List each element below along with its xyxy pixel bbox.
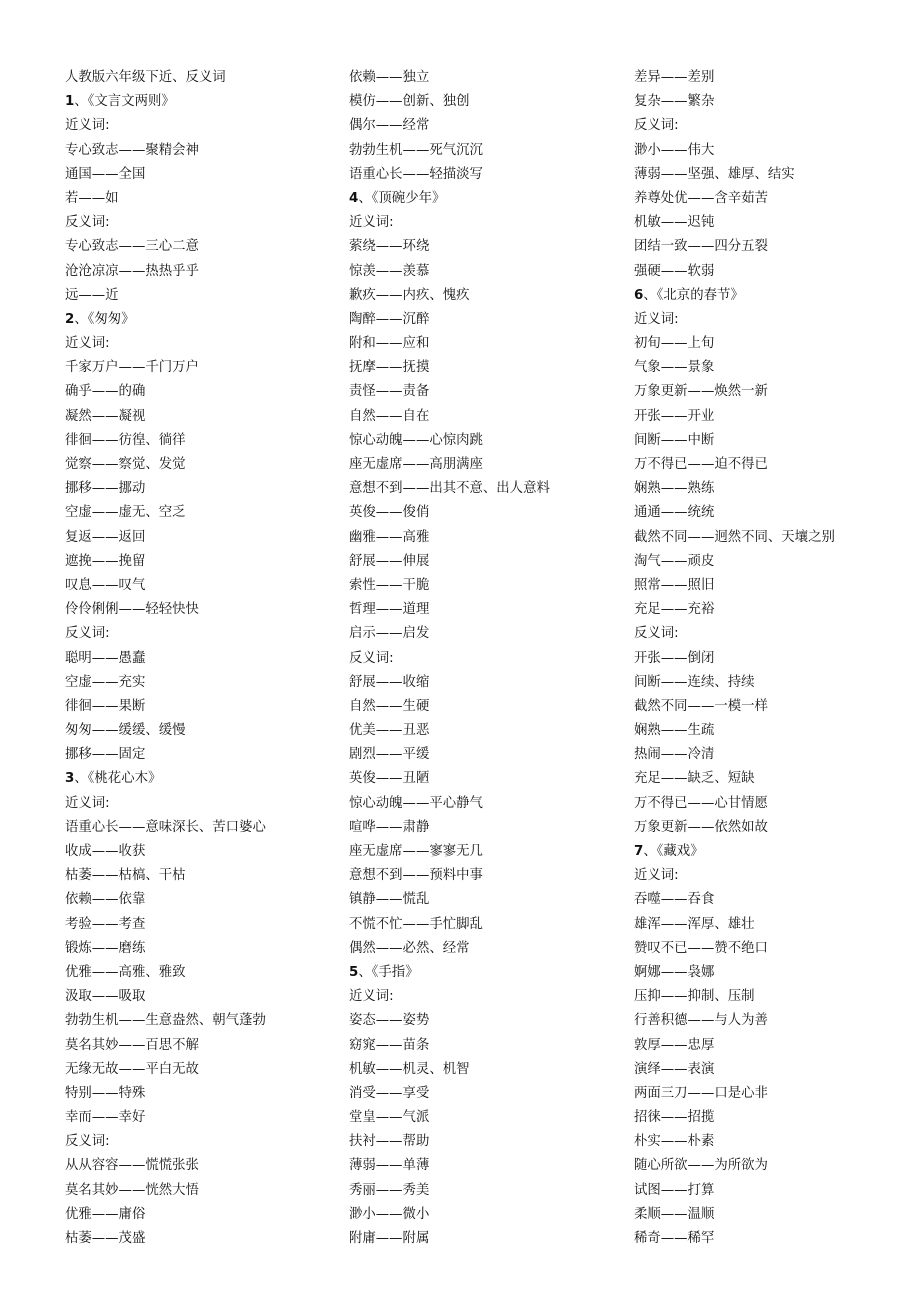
- word-pair: 徘徊——彷徨、徜徉: [65, 432, 186, 448]
- word-pair: 渺小——伟大: [634, 142, 715, 158]
- lesson-number: 6: [634, 287, 644, 303]
- word-pair: 堂皇——气派: [349, 1110, 430, 1126]
- word-pair: 责怪——责备: [349, 384, 430, 400]
- word-pair: 镇静——慌乱: [349, 892, 430, 908]
- word-pair: 英俊——丑陋: [349, 771, 430, 787]
- word-pair: 依赖——独立: [349, 70, 430, 85]
- word-pair: 专心致志——聚精会神: [65, 142, 199, 158]
- word-pair: 特别——特殊: [65, 1085, 146, 1101]
- word-pair: 机敏——迟钝: [634, 215, 715, 231]
- word-pair: 哲理——道理: [349, 602, 430, 618]
- word-pair: 聪明——愚蠢: [65, 650, 146, 666]
- word-pair: 莫名其妙——恍然大悟: [65, 1182, 199, 1198]
- word-pair: 薄弱——坚强、雄厚、结实: [634, 166, 795, 182]
- word-pair: 娴熟——生疏: [634, 723, 715, 739]
- word-pair: 万象更新——依然如故: [634, 819, 768, 835]
- word-pair: 幽雅——高雅: [349, 529, 430, 545]
- column-3: [634, 66, 914, 1251]
- word-pair: 若——如: [65, 190, 119, 206]
- lesson-title: 、《文言文两则》: [74, 94, 175, 110]
- word-pair: 舒展——伸展: [349, 553, 430, 569]
- word-pair: 养尊处优——含辛茹苦: [634, 190, 768, 206]
- word-pair: 座无虚席——寥寥无几: [349, 844, 483, 859]
- lesson-heading: [634, 284, 914, 308]
- lesson-heading: [349, 187, 619, 211]
- lesson-heading: [65, 90, 335, 114]
- word-pair: 考验——考查: [65, 916, 146, 932]
- word-pair: 两面三刀——口是心非: [634, 1085, 768, 1101]
- word-pair: 偶尔——经常: [349, 118, 430, 134]
- lesson-number: 3: [65, 771, 75, 787]
- word-pair: 柔顺——温顺: [634, 1206, 715, 1222]
- section-label: 反义词:: [634, 626, 679, 642]
- word-pair: 不慌不忙——手忙脚乱: [349, 916, 483, 932]
- word-pair: 匆匆——缓缓、缓慢: [65, 723, 186, 739]
- word-pair: 徘徊——果断: [65, 698, 146, 714]
- word-pair: 勃勃生机——生意盎然、朝气蓬勃: [65, 1013, 266, 1029]
- word-pair: 充足——缺乏、短缺: [634, 771, 755, 787]
- word-pair: 优雅——高雅、雅致: [65, 964, 186, 980]
- word-pair: 附庸——附属: [349, 1231, 430, 1246]
- word-pair: 从从容容——慌慌张张: [65, 1158, 199, 1174]
- word-pair: 间断——中断: [634, 432, 715, 448]
- word-pair: 抚摩——抚摸: [349, 360, 430, 376]
- word-pair: 淘气——顽皮: [634, 553, 715, 569]
- lesson-title: 、《藏戏》: [643, 844, 704, 859]
- word-pair: 歉疚——内疚、愧疚: [349, 287, 470, 303]
- word-pair: 英俊——俊俏: [349, 505, 430, 521]
- section-label: 近义词:: [349, 215, 394, 231]
- word-pair: 陶醉——沉醉: [349, 311, 430, 327]
- word-pair: 惊心动魄——平心静气: [349, 795, 483, 811]
- word-pair: 偶然——必然、经常: [349, 940, 470, 956]
- word-pair: 差异——差别: [634, 70, 715, 85]
- word-pair: 伶伶俐俐——轻轻快快: [65, 602, 199, 618]
- word-pair: 窈窕——苗条: [349, 1037, 430, 1053]
- lesson-title: 、《顶碗少年》: [358, 190, 446, 206]
- word-pair: 遮挽——挽留: [65, 553, 146, 569]
- lesson-title: 、《匆匆》: [74, 311, 135, 327]
- word-pair: 敦厚——忠厚: [634, 1037, 715, 1053]
- word-pair: 确乎——的确: [65, 384, 146, 400]
- lesson-heading: [65, 767, 335, 791]
- lesson-title: 、《手指》: [358, 964, 419, 980]
- word-pair: 语重心长——意味深长、苦口婆心: [65, 819, 266, 835]
- word-pair: 专心致志——三心二意: [65, 239, 199, 255]
- lesson-title: 、《北京的春节》: [643, 287, 744, 303]
- word-pair: 团结一致——四分五裂: [634, 239, 768, 255]
- word-pair: 自然——生硬: [349, 698, 430, 714]
- section-label: 反义词:: [634, 118, 679, 134]
- lesson-heading: [65, 308, 335, 332]
- lesson-heading: [349, 961, 619, 985]
- word-pair: 通通——统统: [634, 505, 715, 521]
- section-label: 近义词:: [65, 336, 110, 352]
- word-pair: 幸而——幸好: [65, 1110, 146, 1126]
- word-pair: 剧烈——平缓: [349, 747, 430, 763]
- word-pair: 间断——连续、持续: [634, 674, 755, 690]
- word-pair: 娴熟——熟练: [634, 481, 715, 497]
- word-pair: 开张——开业: [634, 408, 715, 424]
- word-pair: 依赖——依靠: [65, 892, 146, 908]
- word-pair: 婀娜——袅娜: [634, 964, 715, 980]
- word-pair: 惊羡——羡慕: [349, 263, 430, 279]
- word-pair: 随心所欲——为所欲为: [634, 1158, 768, 1174]
- section-label: 近义词:: [65, 118, 110, 134]
- word-pair: 优美——丑恶: [349, 723, 430, 739]
- word-pair: 行善积德——与人为善: [634, 1013, 768, 1029]
- section-label: 近义词:: [65, 795, 110, 811]
- word-pair: 开张——倒闭: [634, 650, 715, 666]
- word-pair: 渺小——微小: [349, 1206, 430, 1222]
- word-pair: 通国——全国: [65, 166, 146, 182]
- word-pair: 万不得已——迫不得已: [634, 457, 768, 472]
- word-pair: 复杂——繁杂: [634, 94, 715, 110]
- word-pair: 万象更新——焕然一新: [634, 384, 768, 400]
- word-pair: 附和——应和: [349, 336, 430, 352]
- document-title: 人教版六年级下近、反义词: [65, 70, 226, 85]
- word-pair: 朴实——朴素: [634, 1134, 715, 1150]
- word-pair: 自然——自在: [349, 408, 430, 424]
- word-pair: 薄弱——单薄: [349, 1158, 430, 1174]
- lesson-number: 7: [634, 844, 644, 859]
- lesson-heading: [634, 840, 914, 864]
- column-2: [349, 66, 619, 1251]
- word-pair: 空虚——充实: [65, 674, 146, 690]
- section-label: 反义词:: [65, 626, 110, 642]
- word-pair: 气象——景象: [634, 360, 715, 376]
- word-pair: 初旬——上旬: [634, 336, 715, 352]
- word-pair: 照常——照旧: [634, 577, 715, 593]
- word-pair: 意想不到——出其不意、出人意料: [349, 481, 550, 497]
- word-pair: 莫名其妙——百思不解: [65, 1037, 199, 1053]
- word-pair: 枯萎——茂盛: [65, 1231, 146, 1246]
- word-pair: 消受——享受: [349, 1085, 430, 1101]
- word-pair: 启示——启发: [349, 626, 430, 642]
- word-pair: 压抑——抑制、压制: [634, 989, 755, 1005]
- word-pair: 热闹——冷清: [634, 747, 715, 763]
- section-label: 近义词:: [349, 989, 394, 1005]
- word-pair: 喧哗——肃静: [349, 819, 430, 835]
- word-pair: 雄浑——浑厚、雄壮: [634, 916, 755, 932]
- lesson-number: 4: [349, 190, 359, 206]
- word-pair: 凝然——凝视: [65, 408, 146, 424]
- word-pair: 萦绕——环绕: [349, 239, 430, 255]
- word-pair: 收成——收获: [65, 844, 146, 859]
- lesson-title: 、《桃花心木》: [74, 771, 162, 787]
- word-pair: 意想不到——预料中事: [349, 868, 483, 884]
- word-pair: 汲取——吸取: [65, 989, 146, 1005]
- word-pair: 锻炼——磨练: [65, 940, 146, 956]
- word-pair: 叹息——叹气: [65, 577, 146, 593]
- word-pair: 空虚——虚无、空乏: [65, 505, 186, 521]
- lesson-number: 2: [65, 311, 75, 327]
- word-pair: 吞噬——吞食: [634, 892, 715, 908]
- word-pair: 机敏——机灵、机智: [349, 1061, 470, 1077]
- section-label: 近义词:: [634, 311, 679, 327]
- word-pair: 座无虚席——高朋满座: [349, 457, 483, 472]
- word-pair: 挪移——固定: [65, 747, 146, 763]
- word-pair: 舒展——收缩: [349, 674, 430, 690]
- word-pair: 姿态——姿势: [349, 1013, 430, 1029]
- column-1: [65, 66, 335, 1251]
- word-pair: 秀丽——秀美: [349, 1182, 430, 1198]
- word-pair: 远——近: [65, 287, 119, 303]
- word-pair: 截然不同——一模一样: [634, 698, 768, 714]
- word-pair: 挪移——挪动: [65, 481, 146, 497]
- word-pair: 扶衬——帮助: [349, 1134, 430, 1150]
- word-pair: 语重心长——轻描淡写: [349, 166, 483, 182]
- word-pair: 试图——打算: [634, 1182, 715, 1198]
- section-label: 反义词:: [349, 650, 394, 666]
- word-pair: 优雅——庸俗: [65, 1206, 146, 1222]
- word-pair: 招徕——招揽: [634, 1110, 715, 1126]
- word-pair: 稀奇——稀罕: [634, 1231, 715, 1246]
- word-pair: 强硬——软弱: [634, 263, 715, 279]
- word-pair: 充足——充裕: [634, 602, 715, 618]
- word-pair: 千家万户——千门万户: [65, 360, 199, 376]
- word-pair: 演绎——表演: [634, 1061, 715, 1077]
- lesson-number: 1: [65, 94, 75, 110]
- word-pair: 模仿——创新、独创: [349, 94, 470, 110]
- section-label: 反义词:: [65, 1134, 110, 1150]
- word-pair: 截然不同——迥然不同、天壤之别: [634, 529, 835, 545]
- word-pair: 索性——干脆: [349, 577, 430, 593]
- word-pair: 枯萎——枯槁、干枯: [65, 868, 186, 884]
- word-pair: 觉察——察觉、发觉: [65, 457, 186, 472]
- word-pair: 万不得已——心甘情愿: [634, 795, 768, 811]
- section-label: 近义词:: [634, 868, 679, 884]
- word-pair: 赞叹不已——赞不绝口: [634, 940, 768, 956]
- word-pair: 惊心动魄——心惊肉跳: [349, 432, 483, 448]
- word-pair: 沧沧凉凉——热热乎乎: [65, 263, 199, 279]
- section-label: 反义词:: [65, 215, 110, 231]
- word-pair: 勃勃生机——死气沉沉: [349, 142, 483, 158]
- word-pair: 无缘无故——平白无故: [65, 1061, 199, 1077]
- word-pair: 复返——返回: [65, 529, 146, 545]
- lesson-number: 5: [349, 964, 359, 980]
